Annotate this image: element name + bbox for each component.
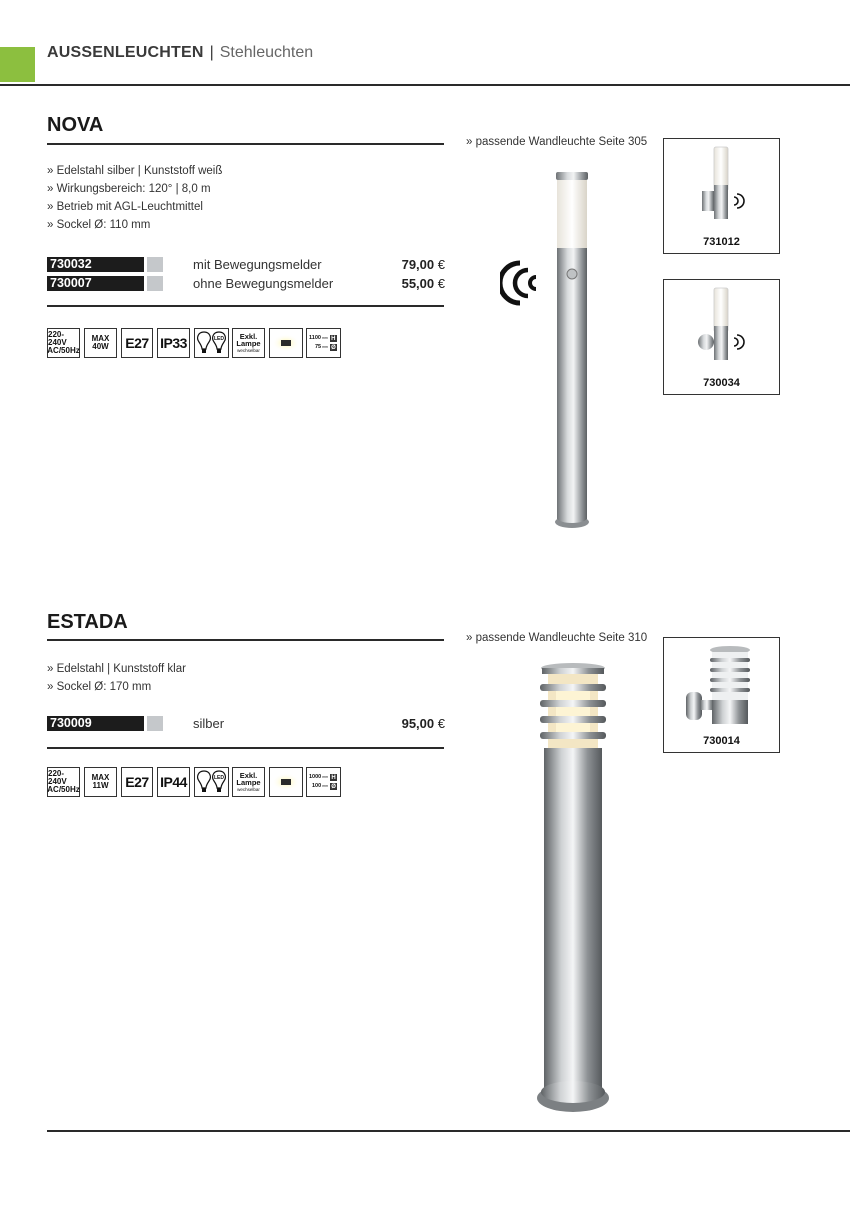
product-title-estada: ESTADA <box>47 611 128 633</box>
height-key: H <box>331 774 336 781</box>
header-subcategory: Stehleuchten <box>219 44 314 61</box>
order-rule-estada <box>47 747 444 749</box>
order-row-730007 <box>47 276 445 293</box>
wall-light-thumb-730014[interactable] <box>663 637 780 753</box>
led-label: LED <box>214 336 224 342</box>
voltage-top: 220-240V <box>48 330 67 347</box>
currency: € <box>437 276 445 291</box>
page-header <box>47 44 313 62</box>
order-description: mit Bewegungsmelder <box>193 257 322 272</box>
order-rule-nova <box>47 305 444 307</box>
exchangeable-label: wechselbar <box>237 786 260 792</box>
lamp-label: Lampe <box>236 339 261 349</box>
wall-light-article: 731012 <box>703 236 740 248</box>
color-swatch <box>147 276 163 291</box>
diameter-key: Ø <box>331 783 336 790</box>
socket-icon <box>121 328 153 358</box>
feature-item: » Sockel Ø: 170 mm <box>47 681 152 693</box>
socket-label: E27 <box>125 774 149 790</box>
voltage-top: 220-240V <box>48 769 67 786</box>
max-label: MAX <box>91 334 110 343</box>
wall-light-image <box>684 644 760 730</box>
feature-item: » Wirkungsbereich: 120° | 8,0 m <box>47 183 211 195</box>
ip-rating-icon <box>157 767 190 797</box>
excluding-lamp-icon <box>232 767 265 797</box>
socket-label: E27 <box>125 335 149 351</box>
currency: € <box>437 716 445 731</box>
header-separator: | <box>209 44 214 61</box>
header-category: AUSSENLEUCHTEN <box>47 44 204 61</box>
price <box>402 257 445 272</box>
icon-row-estada <box>47 767 347 797</box>
light-direction-icon <box>269 328 303 358</box>
title-rule-nova <box>47 143 444 145</box>
light-glow-icon <box>271 331 301 355</box>
footer-rule <box>47 1130 850 1132</box>
diameter-unit: mm <box>322 344 328 349</box>
price <box>402 716 445 731</box>
ip-rating-icon <box>157 328 190 358</box>
price <box>402 276 445 291</box>
voltage-bottom: AC/50Hz <box>47 785 80 794</box>
currency: € <box>437 257 445 272</box>
bulb-icon <box>195 329 228 357</box>
wall-light-image <box>692 286 752 370</box>
matching-wall-light-note-estada: » passende Wandleuchte Seite 310 <box>466 632 648 644</box>
title-rule-estada <box>47 639 444 641</box>
feature-item: » Betrieb mit AGL-Leuchtmittel <box>47 201 203 213</box>
matching-wall-light-note-nova: » passende Wandleuchte Seite 305 <box>466 136 648 148</box>
height-value: 1000 <box>309 773 322 780</box>
ip-label: IP33 <box>160 335 187 351</box>
diameter-value: 100 <box>312 782 322 789</box>
article-number: 730032 <box>47 257 144 272</box>
product-title-nova: NOVA <box>47 114 104 136</box>
height-value: 1100 <box>309 334 321 341</box>
wall-light-thumb-731012[interactable] <box>663 138 780 254</box>
wall-light-image <box>692 145 752 229</box>
voltage-icon <box>47 328 80 358</box>
max-watt: 11W <box>92 781 109 790</box>
max-watt: 40W <box>92 342 109 351</box>
order-row-730032 <box>47 257 445 274</box>
price-value: 55,00 <box>401 276 435 291</box>
wall-light-article: 730034 <box>703 377 740 389</box>
light-glow-icon <box>271 770 301 794</box>
max-watt-icon <box>84 767 117 797</box>
light-direction-icon <box>269 767 303 797</box>
icon-row-nova <box>47 328 347 358</box>
price-value: 95,00 <box>401 716 435 731</box>
estada-product-image <box>528 660 618 1116</box>
diameter-value: 75 <box>315 343 322 350</box>
exkl-label: Exkl. <box>239 770 258 780</box>
exkl-label: Exkl. <box>239 331 258 341</box>
feature-item: » Sockel Ø: 110 mm <box>47 219 151 231</box>
max-watt-icon <box>84 328 117 358</box>
article-number: 730009 <box>47 716 144 731</box>
section-color-tab <box>0 47 35 82</box>
dimensions-icon <box>306 767 341 797</box>
color-swatch <box>147 716 163 731</box>
order-description: silber <box>193 716 225 731</box>
voltage-bottom: AC/50Hz <box>47 346 80 355</box>
feature-item: » Edelstahl silber | Kunststoff weiß <box>47 165 223 177</box>
feature-list-nova <box>47 162 222 234</box>
feature-list-estada <box>47 660 186 696</box>
wall-light-article: 730014 <box>703 735 740 747</box>
bulb-led-icon <box>194 328 229 358</box>
ip-label: IP44 <box>160 774 187 790</box>
diameter-unit: mm <box>322 783 329 788</box>
led-label: LED <box>214 775 224 781</box>
height-key: H <box>331 335 336 342</box>
voltage-icon <box>47 767 80 797</box>
exchangeable-label: wechselbar <box>237 347 260 353</box>
max-label: MAX <box>91 773 110 782</box>
price-value: 79,00 <box>401 257 435 272</box>
height-unit: mm <box>322 774 329 779</box>
bulb-led-icon <box>194 767 229 797</box>
height-unit: mm <box>321 335 328 340</box>
wall-light-thumb-730034[interactable] <box>663 279 780 395</box>
article-number: 730007 <box>47 276 144 291</box>
bulb-icon <box>195 768 228 796</box>
lamp-label: Lampe <box>236 778 261 788</box>
color-swatch <box>147 257 163 272</box>
header-rule <box>0 84 850 86</box>
diameter-key: Ø <box>331 344 336 351</box>
feature-item: » Edelstahl | Kunststoff klar <box>47 663 186 675</box>
excluding-lamp-icon <box>232 328 265 358</box>
order-description: ohne Bewegungsmelder <box>193 276 334 291</box>
dimensions-icon <box>306 328 341 358</box>
order-row-730009 <box>47 716 445 733</box>
socket-icon <box>121 767 153 797</box>
nova-product-image <box>500 160 610 540</box>
